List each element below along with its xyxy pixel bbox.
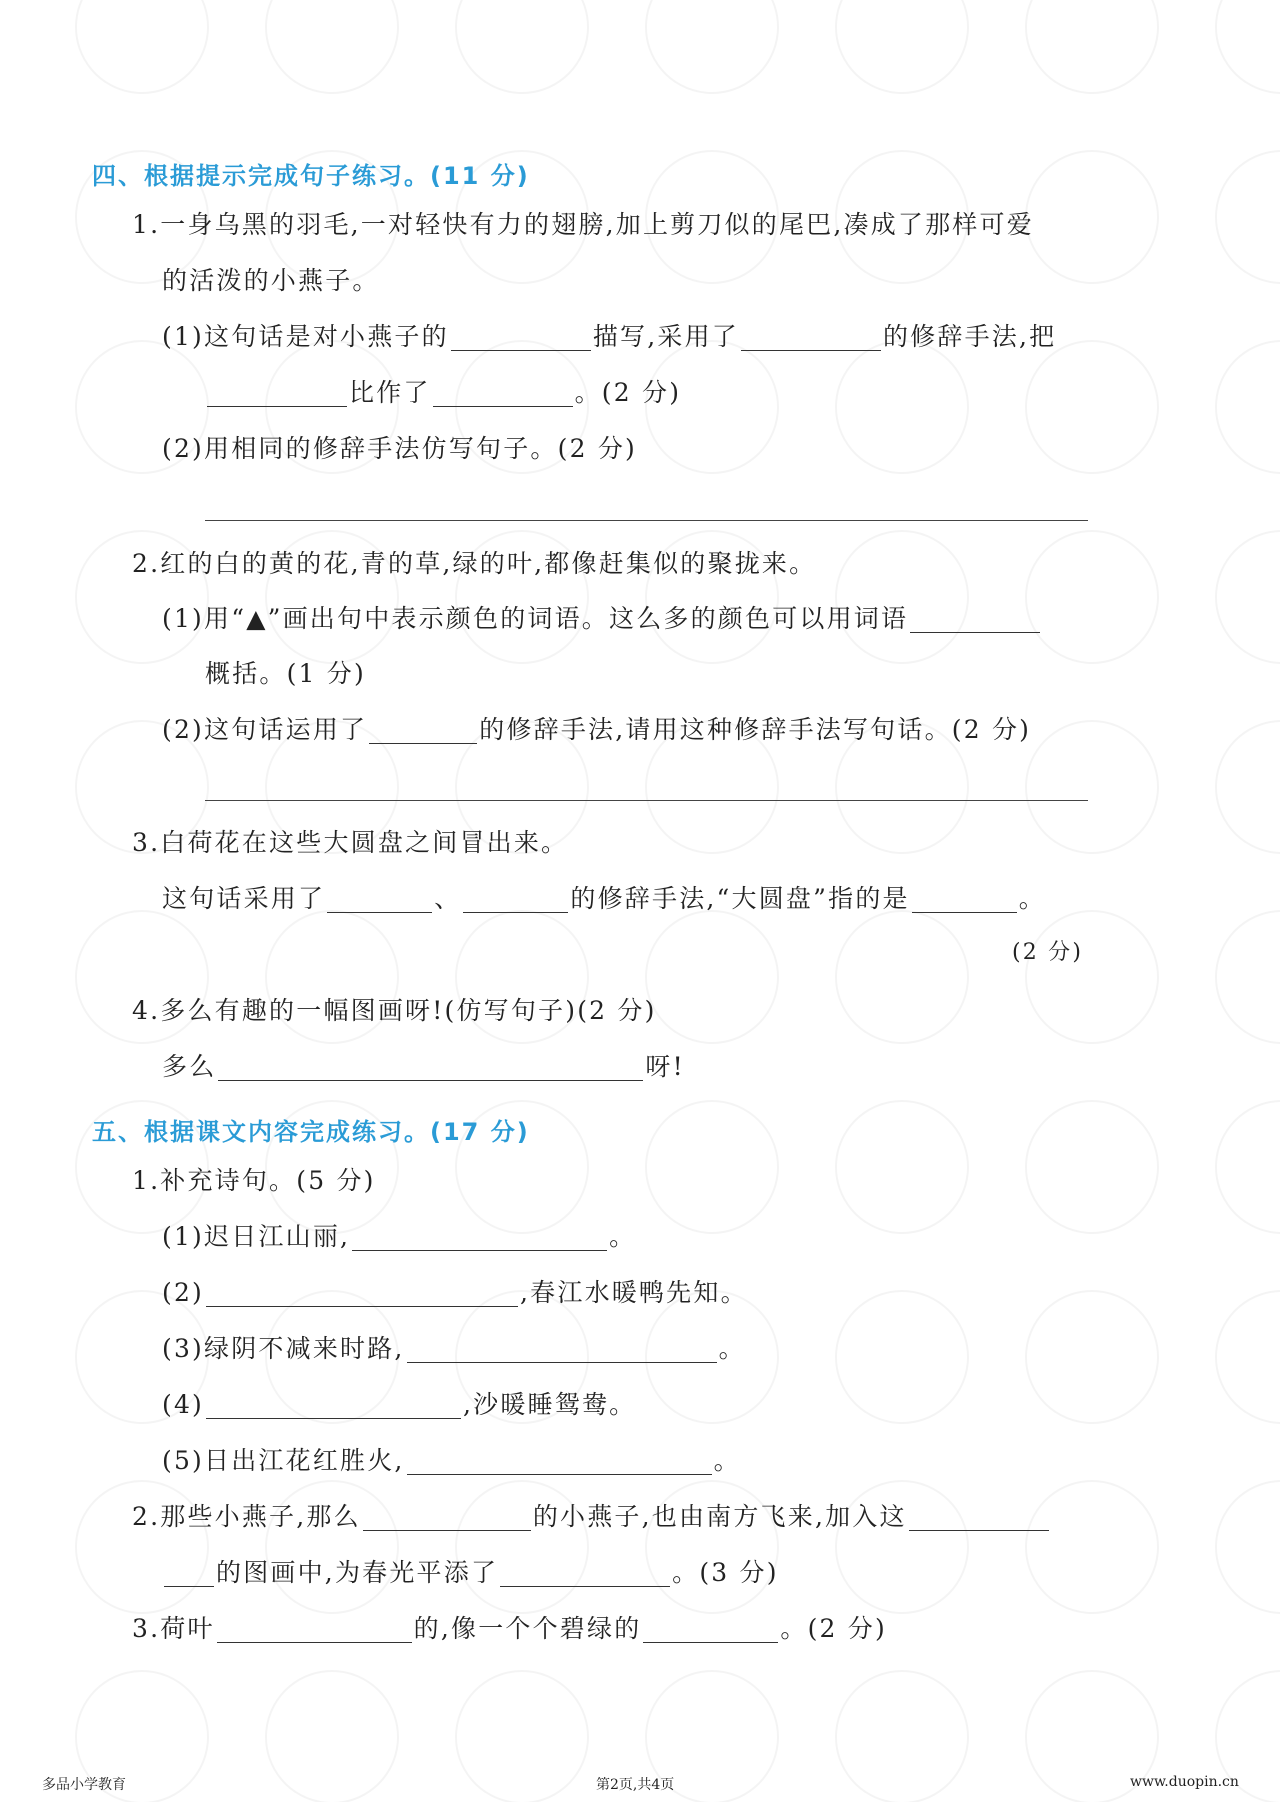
s5-q3-a: 3.荷叶 <box>132 1614 215 1643</box>
section-4-title: 四、根据提示完成句子练习。(11 分) <box>92 162 530 190</box>
watermark-seal <box>618 1453 807 1642</box>
watermark-seal <box>428 0 617 121</box>
answer-blank[interactable] <box>207 380 347 407</box>
s5-q1-p1-a: (1)迟日江山丽, <box>162 1222 351 1251</box>
s4-q2-p2 <box>162 717 1031 744</box>
watermark-seal <box>1188 883 1280 1072</box>
watermark-seal <box>1188 0 1280 121</box>
s5-q2-row2 <box>162 1560 779 1587</box>
footer-brand: 多品小学教育 <box>42 1777 126 1793</box>
s4-q1-line1: 1.一身乌黑的羽毛,一对轻快有力的翅膀,加上剪刀似的尾巴,凑成了那样可爱 <box>132 210 1034 239</box>
answer-blank[interactable] <box>407 1336 717 1363</box>
s4-q3-row <box>162 886 1046 913</box>
watermark-seal <box>238 0 427 121</box>
s4-q4-row <box>162 1054 685 1081</box>
watermark-seal <box>1188 503 1280 692</box>
s4-q4-b: 呀! <box>645 1052 685 1081</box>
s4-q2-p1-b: 概括。(1 分) <box>205 659 366 688</box>
s4-q2-p2-b: 的修辞手法,请用这种修辞手法写句话。(2 分) <box>479 715 1032 744</box>
watermark-seal <box>618 1073 807 1262</box>
watermark-seal <box>998 1263 1187 1452</box>
answer-blank[interactable] <box>217 1616 412 1643</box>
s4-q1-p1-a: (1)这句话是对小燕子的 <box>162 322 449 351</box>
watermark-seal <box>998 1073 1187 1262</box>
answer-blank[interactable] <box>910 606 1040 633</box>
watermark-seal <box>1188 1073 1280 1262</box>
watermark-seal <box>808 1643 997 1802</box>
s5-q1-line1: 1.补充诗句。(5 分) <box>132 1166 376 1195</box>
s5-q1-p5-a: (5)日出江花红胜火, <box>162 1446 405 1475</box>
answer-blank[interactable] <box>164 1560 214 1587</box>
s4-q3-a: 这句话采用了 <box>162 884 326 913</box>
s5-q3-row <box>132 1616 887 1643</box>
answer-blank[interactable] <box>206 1280 518 1307</box>
footer-url[interactable]: www.duopin.cn <box>1130 1774 1239 1790</box>
s4-q3-b: 、 <box>434 884 462 913</box>
s5-q2-c: 的图画中,为春光平添了 <box>216 1558 499 1587</box>
s5-q1-p3-a: (3)绿阴不减来时路, <box>162 1334 405 1363</box>
watermark-seal <box>428 503 617 692</box>
s5-q1-p1 <box>162 1224 636 1251</box>
watermark-seal <box>1188 1263 1280 1452</box>
s4-q1-p1-b: 描写,采用了 <box>592 322 739 351</box>
answer-blank[interactable] <box>463 886 568 913</box>
s5-q2-d: 。(3 分) <box>672 1558 779 1587</box>
watermark-seal <box>998 0 1187 121</box>
s4-q2-p1-a: (1)用“▲”画出句中表示颜色的词语。这么多的颜色可以用词语 <box>162 604 909 633</box>
s5-q1-p3 <box>162 1336 746 1363</box>
watermark-seal <box>238 1643 427 1802</box>
watermark-seal <box>1188 1453 1280 1642</box>
s5-q1-p4 <box>162 1392 636 1419</box>
s4-q4-a: 多么 <box>162 1052 217 1081</box>
answer-blank[interactable] <box>363 1504 531 1531</box>
watermark-seal <box>238 1453 427 1642</box>
watermark-seal <box>1188 313 1280 502</box>
s5-q1-p4-b: ,沙暖睡鸳鸯。 <box>463 1390 637 1419</box>
s4-q2-line1: 2.红的白的黄的花,青的草,绿的叶,都像赶集似的聚拢来。 <box>132 549 817 578</box>
watermark-seal <box>618 0 807 121</box>
watermark-seal <box>808 1263 997 1452</box>
answer-blank[interactable] <box>500 1560 670 1587</box>
s4-q1-p2: (2)用相同的修辞手法仿写句子。(2 分) <box>162 434 637 463</box>
s4-q1-line2: 的活泼的小燕子。 <box>162 266 380 295</box>
s5-q1-p4-a: (4) <box>162 1390 205 1419</box>
s5-q1-p2-b: ,春江水暖鸭先知。 <box>520 1278 748 1307</box>
s5-q1-p5-b: 。 <box>713 1446 741 1475</box>
s4-q2-p1-row1 <box>162 606 1042 633</box>
watermark-seal <box>808 0 997 121</box>
answer-blank[interactable] <box>433 380 573 407</box>
s5-q3-b: 的,像一个个碧绿的 <box>413 1614 642 1643</box>
watermark-seal <box>1188 693 1280 882</box>
answer-blank[interactable] <box>643 1616 778 1643</box>
watermark-seal <box>618 503 807 692</box>
s4-q3-score: (2 分) <box>1012 940 1084 965</box>
s5-q2-row1 <box>132 1504 1051 1531</box>
s4-q1-p1-e: 。(2 分) <box>574 378 682 407</box>
watermark-seal <box>48 0 237 121</box>
answer-blank[interactable] <box>741 324 881 351</box>
s5-q2-a: 2.那些小燕子,那么 <box>132 1502 361 1531</box>
watermark-seal <box>1188 123 1280 312</box>
s5-q1-p2-a: (2) <box>162 1278 205 1307</box>
page-number: 第2页,共4页 <box>596 1777 675 1793</box>
s4-q1-p1-row2 <box>205 380 681 407</box>
s4-q1-p1-row1 <box>162 324 1056 351</box>
s4-q2-p2-a: (2)这句话运用了 <box>162 715 368 744</box>
section-5-title: 五、根据课文内容完成练习。(17 分) <box>92 1118 530 1146</box>
answer-blank[interactable] <box>407 1448 712 1475</box>
s4-q3-c: 的修辞手法,“大圆盘”指的是 <box>570 884 910 913</box>
watermark-seal <box>998 1453 1187 1642</box>
answer-blank[interactable] <box>206 1392 461 1419</box>
s4-q1-p1-d: 比作了 <box>349 378 431 407</box>
s5-q1-p2 <box>162 1280 748 1307</box>
watermark-seal <box>808 503 997 692</box>
answer-blank[interactable] <box>451 324 591 351</box>
answer-line[interactable] <box>205 520 1088 521</box>
answer-blank[interactable] <box>218 1054 643 1081</box>
answer-blank[interactable] <box>909 1504 1049 1531</box>
s5-q1-p1-b: 。 <box>609 1222 637 1251</box>
s4-q1-p1-c: 的修辞手法,把 <box>882 322 1057 351</box>
s5-q1-p5 <box>162 1448 741 1475</box>
answer-blank[interactable] <box>352 1224 607 1251</box>
answer-blank[interactable] <box>369 717 477 744</box>
s4-q3-d: 。 <box>1018 884 1046 913</box>
s5-q3-c: 。(2 分) <box>780 1614 887 1643</box>
watermark-seal <box>998 503 1187 692</box>
answer-blank[interactable] <box>327 886 432 913</box>
s5-q1-p3-b: 。 <box>718 1334 746 1363</box>
s5-q2-b: 的小燕子,也由南方飞来,加入这 <box>532 1502 907 1531</box>
s4-q3-line1: 3.白荷花在这些大圆盘之间冒出来。 <box>132 828 569 857</box>
watermark-seal <box>808 1073 997 1262</box>
answer-line[interactable] <box>205 800 1088 801</box>
answer-blank[interactable] <box>912 886 1017 913</box>
s4-q4-line1: 4.多么有趣的一幅图画呀!(仿写句子)(2 分) <box>132 996 657 1025</box>
watermark-seal <box>428 1643 617 1802</box>
